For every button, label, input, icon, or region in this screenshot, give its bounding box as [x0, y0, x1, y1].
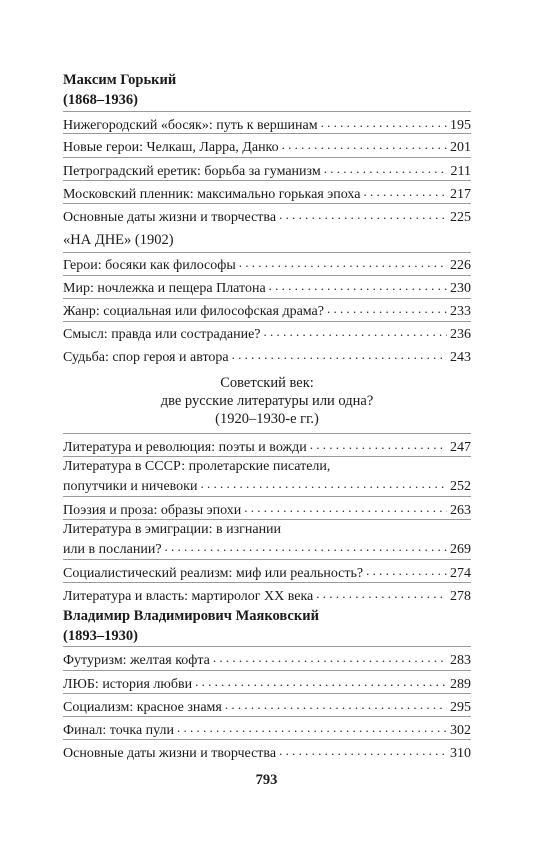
dot-leader	[213, 649, 447, 667]
dot-leader	[165, 538, 447, 556]
divider	[63, 519, 471, 520]
gorky-entries-4	[63, 182, 471, 204]
gorky-entries-5	[63, 205, 471, 227]
dot-leader	[316, 585, 447, 603]
mayakovsky-entries-1	[63, 648, 471, 670]
divider	[63, 180, 471, 181]
toc-entry-page: 226	[450, 258, 471, 273]
toc-entry-title: Социализм: красное знамя	[63, 700, 222, 715]
dot-leader	[310, 436, 447, 454]
nadne-entries-3	[63, 299, 471, 321]
dot-leader	[225, 696, 447, 714]
divider	[63, 646, 471, 647]
divider	[63, 582, 471, 583]
divider	[63, 111, 471, 112]
toc-entry[interactable]	[63, 672, 471, 694]
toc-entry-title-line1: Литература в эмиграции: в изгнании	[63, 522, 282, 537]
toc-entry-two-line[interactable]	[63, 521, 471, 559]
toc-entry-title: Судьба: спор героя и автора	[63, 350, 229, 365]
toc-entry[interactable]	[63, 299, 471, 321]
toc-entry-page: 247	[450, 440, 471, 455]
toc-entry[interactable]	[63, 159, 471, 181]
toc-entry[interactable]	[63, 435, 471, 457]
dot-leader	[282, 136, 447, 154]
divider	[63, 157, 471, 158]
dot-leader	[324, 160, 448, 178]
dot-leader	[177, 719, 447, 737]
toc-entry-title: Поэзия и проза: образы эпохи	[63, 503, 242, 518]
dot-leader	[327, 300, 447, 318]
toc-entry[interactable]	[63, 205, 471, 227]
toc-entry-page: 225	[450, 210, 471, 225]
toc-entry[interactable]	[63, 113, 471, 135]
toc-entry[interactable]	[63, 584, 471, 606]
section-title-line2: две русские литературы или одна?	[160, 393, 374, 409]
toc-entry-page: 211	[450, 164, 471, 179]
dot-leader	[279, 206, 447, 224]
nadne-entries-4	[63, 322, 471, 344]
dot-leader	[321, 114, 447, 132]
toc-entry-title-line2: или в послании?	[63, 542, 162, 557]
divider	[63, 496, 471, 497]
toc-entry-title: Петроградский еретик: борьба за гуманизм	[63, 164, 321, 179]
toc-entry-title: Финал: точка пули	[63, 723, 175, 738]
toc-entry-two-line[interactable]	[63, 458, 471, 496]
toc-entry-page: 278	[450, 589, 471, 604]
toc-entry-page: 274	[450, 566, 471, 581]
toc-entry-title: Основные даты жизни и творчества	[63, 746, 277, 761]
toc-entry-page: 201	[450, 140, 471, 155]
toc-entry-title: Литература и революция: поэты и вожди	[63, 440, 307, 455]
toc-entry[interactable]	[63, 182, 471, 204]
divider	[63, 716, 471, 717]
mayakovsky-heading: Владимир Владимирович Маяковский	[63, 608, 319, 624]
toc-entry-page: 243	[450, 350, 471, 365]
divider	[63, 133, 471, 134]
soviet-entries-5	[63, 561, 471, 583]
gorky-entries-2	[63, 135, 471, 157]
dot-leader	[279, 742, 447, 760]
toc-entry-title: Смысл: правда или сострадание?	[63, 327, 261, 342]
divider	[63, 670, 471, 671]
mayakovsky-entries-2	[63, 672, 471, 694]
gorky-heading: Максим Горький	[63, 72, 177, 88]
soviet-entries-6	[63, 584, 471, 606]
toc-entry-title-line2: попутчики и ничевоки	[63, 479, 198, 494]
soviet-entries-3	[63, 498, 471, 520]
toc-entry-title: Социалистический реализм: миф или реальность?	[63, 566, 364, 581]
toc-entry-title: Герои: босяки как философы	[63, 258, 236, 273]
toc-entry-page: 195	[450, 118, 471, 133]
gorky-entries-3	[63, 159, 471, 181]
mayakovsky-entries-3	[63, 695, 471, 717]
dot-leader	[366, 562, 447, 580]
toc-entry-page: 289	[450, 677, 471, 692]
toc-entry[interactable]	[63, 695, 471, 717]
toc-entry-page: 236	[450, 327, 471, 342]
nadne-heading: «НА ДНЕ» (1902)	[63, 232, 174, 248]
section-title-line3: (1920–1930-е гг.)	[215, 411, 319, 427]
nadne-entries-1	[63, 253, 471, 275]
toc-entry-title: Футуризм: желтая кофта	[63, 653, 210, 668]
toc-entry-title: Нижегородский «босяк»: путь к вершинам	[63, 118, 318, 133]
toc-entry-page: 310	[450, 746, 471, 761]
toc-entry[interactable]	[63, 345, 471, 367]
dot-leader	[363, 183, 447, 201]
toc-entry-title: Жанр: социальная или философская драма?	[63, 304, 324, 319]
divider	[63, 693, 471, 694]
divider	[63, 456, 471, 457]
toc-entry-page: 263	[450, 503, 471, 518]
gorky-years: (1868–1936)	[63, 92, 138, 108]
mayakovsky-entries-5	[63, 741, 471, 763]
soviet-entries-1	[63, 435, 471, 457]
toc-entry-title: Мир: ночлежка и пещера Платона	[63, 281, 266, 296]
divider	[63, 739, 471, 740]
toc-entry-page: 295	[450, 700, 471, 715]
dot-leader	[232, 346, 447, 364]
gorky-section	[63, 70, 471, 110]
dot-leader	[239, 254, 447, 272]
toc-entry[interactable]	[63, 322, 471, 344]
toc-entry[interactable]	[63, 276, 471, 298]
dot-leader	[264, 323, 448, 341]
toc-entry[interactable]	[63, 561, 471, 583]
toc-entry[interactable]	[63, 498, 471, 520]
dot-leader	[269, 277, 447, 295]
toc-entry-page: 217	[450, 187, 471, 202]
toc-entry-page: 252	[450, 479, 471, 494]
toc-entry[interactable]	[63, 648, 471, 670]
toc-entry-title-line1: Литература в СССР: пролетарские писатели,	[63, 459, 331, 474]
dot-leader	[200, 475, 447, 493]
divider	[63, 203, 471, 204]
nadne-entries-2	[63, 276, 471, 298]
toc-entry-title: Литература и власть: мартиролог XX века	[63, 589, 314, 604]
toc-entry-page: 302	[450, 723, 471, 738]
section-title-line1: Советский век:	[220, 375, 314, 391]
divider	[63, 433, 471, 434]
toc-entry-page: 230	[450, 281, 471, 296]
page-number: 793	[255, 772, 278, 788]
toc-entry[interactable]	[63, 135, 471, 157]
mayakovsky-years: (1893–1930)	[63, 628, 138, 644]
toc-entry-page: 269	[450, 542, 471, 557]
toc-entry[interactable]	[63, 253, 471, 275]
toc-entry[interactable]	[63, 718, 471, 740]
dot-leader	[244, 499, 447, 517]
divider	[63, 559, 471, 560]
mayakovsky-section	[63, 606, 471, 646]
toc-entry-title: ЛЮБ: история любви	[63, 677, 193, 692]
nadne-section	[63, 230, 471, 250]
toc-entry-title: Основные даты жизни и творчества	[63, 210, 277, 225]
toc-entry-title: Московский пленник: максимально горькая эпоха	[63, 187, 361, 202]
gorky-entries	[63, 113, 471, 135]
toc-entry[interactable]	[63, 741, 471, 763]
mayakovsky-entries-4	[63, 718, 471, 740]
toc-entry-title: Новые герои: Челкаш, Ларра, Данко	[63, 140, 279, 155]
toc-entry-page: 283	[450, 653, 471, 668]
dot-leader	[195, 673, 447, 691]
nadne-entries-5	[63, 345, 471, 367]
toc-entry-page: 233	[450, 304, 471, 319]
